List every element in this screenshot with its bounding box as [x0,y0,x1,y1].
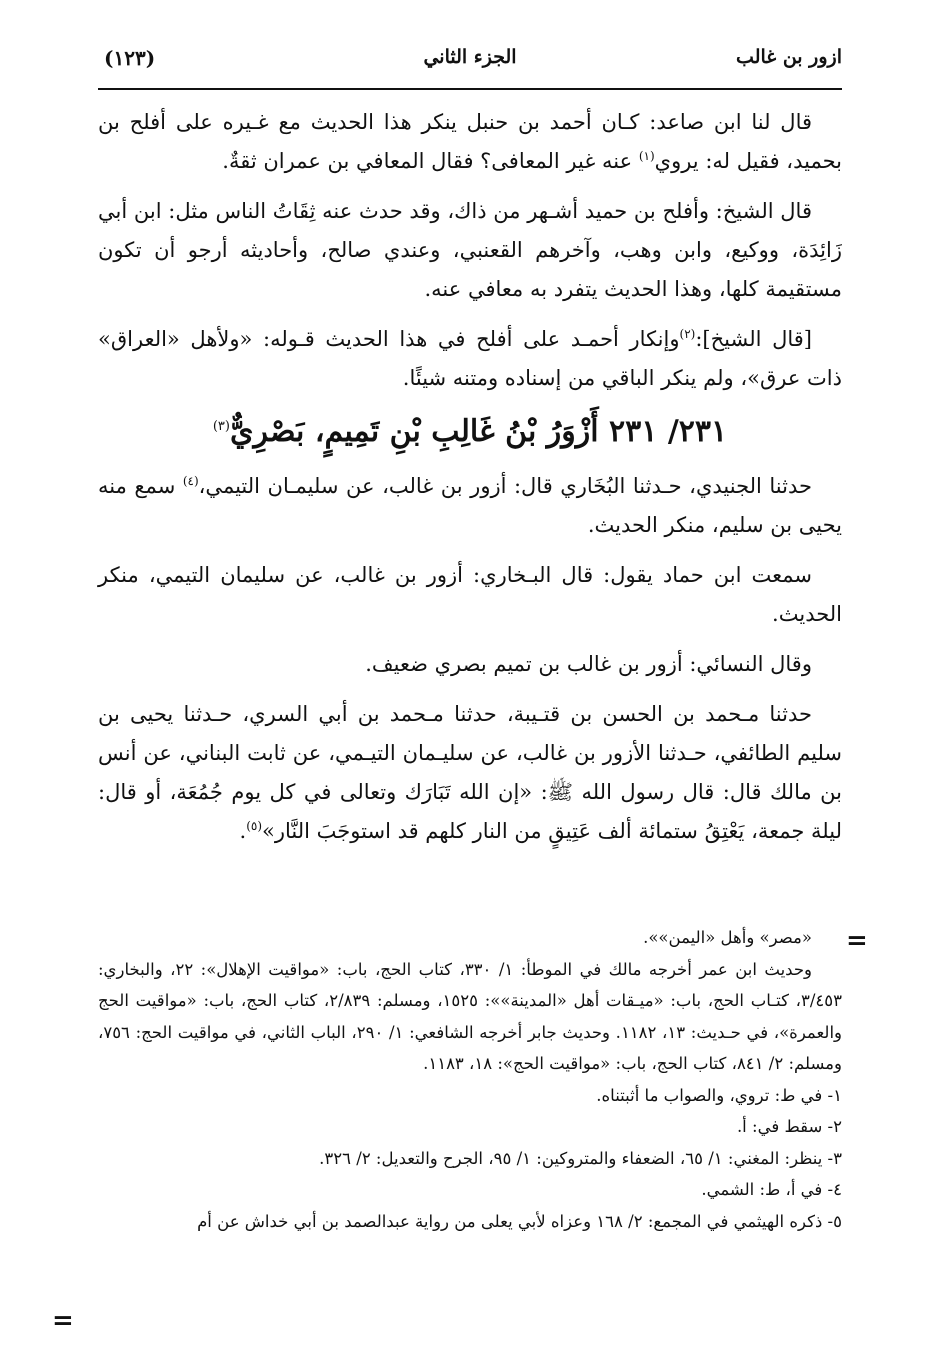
footnote-2: ٢- سقط في: أ. [736,1117,842,1136]
footnote-ref-4: (٤) [182,474,199,488]
paragraph-1-end: عنه غير المعافى؟ فقال المعافي بن عمران ثقةٌ. [222,149,639,173]
footnote-ref-5: (٥) [246,819,263,833]
paragraph-1-text: قال لنا ابن صاعد: كـان أحمد بن حنبل ينكر هذا الحديث مع غـيره على أفلح بن بحميد، فقيل له: يروي [98,110,842,173]
paragraph-4-end: سمع منه يحيى بن سليم، منكر الحديث. [98,474,842,537]
paragraph-6: وقال النسائي: أزور بن غالب بن تميم بصري ضعيف. [365,652,812,676]
footnotes [98,922,842,1237]
paragraph-2: قال الشيخ: وأفلح بن حميد أشـهر من ذاك، وقد حدث عنه ثِقَاتُ الناس مثل: ابن أبي زَائِدَة، ووكيع، وابن وهب، وآخرهم القعنبي، وعندي صالح، وأحاديثه أرجو أن تكون مستقيمة كلها، وهذا الحديث يتفرد به معافي عنه. [98,199,842,301]
footnote-5: ٥- ذكره الهيثمي في المجمع: ٢/ ١٦٨ وعزاه لأبي يعلى من رواية عبدالصمد بن أبي خداش عن أم [197,1211,842,1231]
running-header [98,44,842,90]
paragraph-4-text: حدثنا الجنيدي، حـدثنا البُخَاري قال: أزور بن غالب، عن سليمـان التيمي، [198,474,812,498]
footnote-continuation-2: وحديث ابن عمر أخرجه مالك في الموطأ: ١/ ٣٣٠، كتاب الحج، باب: «مواقيت الإهلال»: ٢٢، والبخاري: ٣/٤٥٣، كتـاب الحج، باب: «ميـقات أهل «المدينة»»: ١٥٢٥، ومسلم: ٢/٨٣٩، كتاب الحج، باب: «مواقيت الحج والعمرة»، في حـديث: ١٣، ١١٨٢. وحديث جابر أخرجه الشافعي: ١/ ٢٩٠، الباب الثاني، في مواقيت الحج: ٧٥٦، ومسلم: ٢/ ٨٤١، كتاب الحج، باب: «مواقيت الحج»: ١٨، ١١٨٣. [98,959,843,1073]
footnote-ref-2: (٢) [679,327,696,341]
header-entry-name: ازور بن غالب [736,46,842,68]
main-text [98,103,842,862]
paragraph-3-start: [قال الشيخ]: [695,327,812,351]
footnote-4: ٤- في أ، ط: الشمي. [701,1180,842,1199]
paragraph-3-text: وإنكار أحمـد على أفلح في هذا الحديث قـوله: «ولأهل «العراق» ذات عرق»، ولم ينكر الباقي من إسناده ومتنه شيئًا. [98,327,842,390]
paragraph-5: سمعت ابن حماد يقول: قال البـخاري: أزور بن غالب، عن سليمان التيمي، منكر الحديث. [98,563,842,626]
footnote-1: ١- في ط: تروي، والصواب ما أثبتناه. [596,1085,842,1105]
entry-heading [98,409,842,455]
footnote-ref-1: (١) [638,149,655,163]
header-volume: الجزء الثاني [423,46,517,68]
footnote-3: ٣- ينظر: المغني: ١/ ٦٥، الضعفاء والمتروكين: ١/ ٩٥، الجرح والتعديل: ٢/ ٣٢٦. [319,1148,842,1168]
continuation-mark-top: = [846,926,868,956]
continuation-mark-bottom: = [52,1306,74,1336]
footnote-continuation-1: «مصر» وأهل «اليمن»». [643,928,812,947]
paragraph-4 [98,467,842,545]
paragraph-7-text: حدثنا مـحمد بن الحسن بن قتـيبة، حدثنا مـحمد بن أبي السري، حـدثنا يحيى بن سليم الطائفي، حـدثنا الأزور بن غالب، عن سليـمان التيـمي، عن ثابت البناني، عن أنس بن مالك قال: قال رسول الله ﷺ: «إن الله تَبَارَك وتعالى في كل يوم جُمُعَة، أو قال: ليلة جمعة، يَعْتِقُ ستمائة ألف عَتِيقٍ من النار كلهم قد استوجَبَ النَّار» [98,702,842,843]
paragraph-7 [98,695,842,851]
paragraph-7-end: . [239,819,247,843]
paragraph-3 [98,320,842,398]
page-number: (١٢٣) [104,46,156,70]
entry-heading-text: ٢٣١/ ٢٣١ أَزْوَرُ بْنُ غَالِبِ بْنِ تَمِيمٍ، بَصْرِيٌّ [229,414,728,449]
paragraph-1 [98,103,842,181]
footnote-ref-3: (٣) [212,419,230,434]
